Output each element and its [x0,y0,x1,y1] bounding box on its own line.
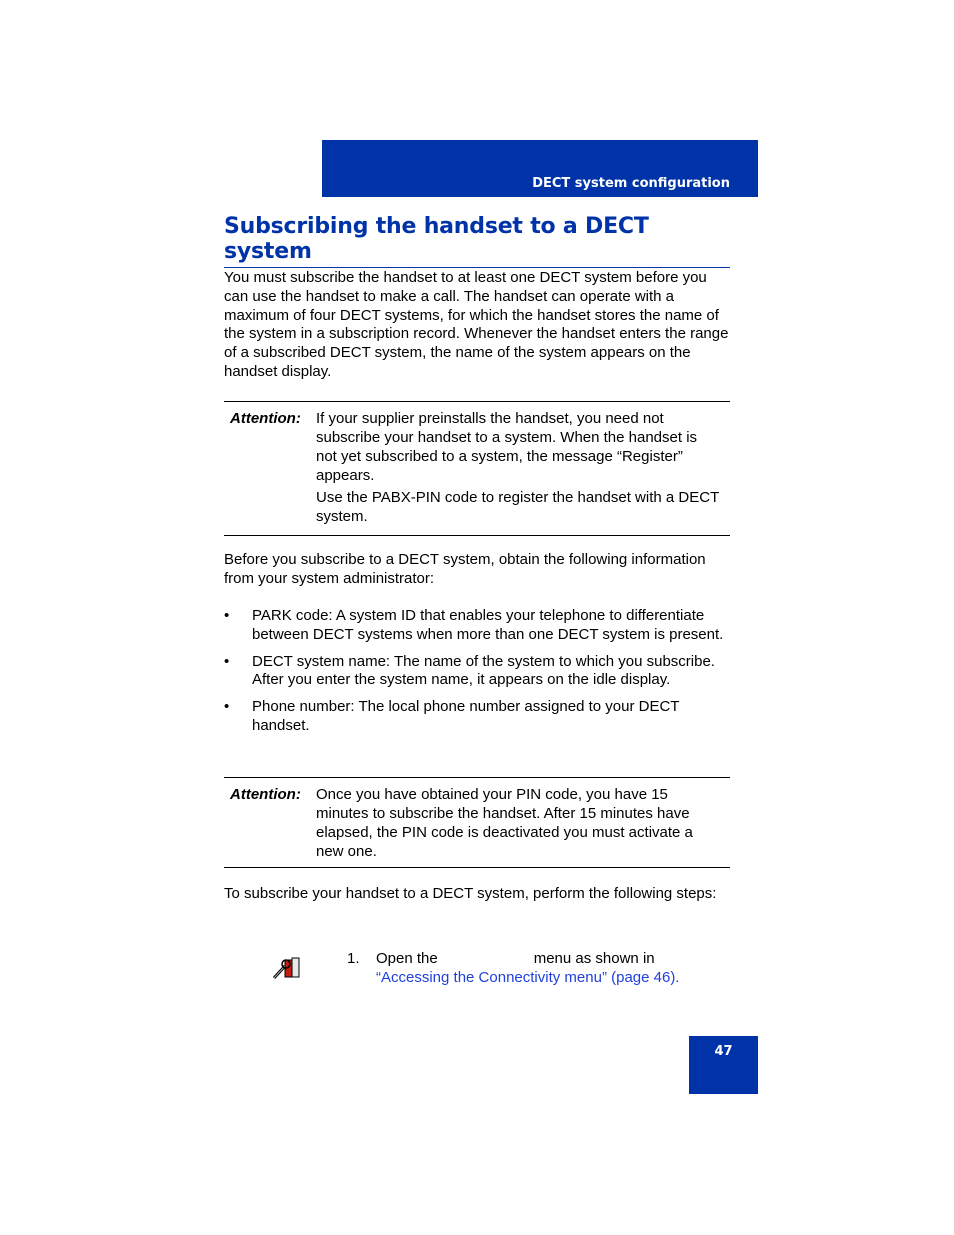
step-body [376,949,726,987]
attention-label: Attention: [230,410,301,427]
list-item-text: Phone number: The local phone number assigned to your DECT handset. [252,698,680,734]
attention-box-pin [224,777,730,868]
connectivity-menu-icon [272,954,300,980]
step-number: 1. [347,950,360,967]
attention-box-register [224,401,730,536]
attention-label: Attention: [230,786,301,803]
intro-paragraph: You must subscribe the handset to at least one DECT system before you can use the handset to make a call. The handset can operate with a maximum of four DECT systems, for which the handset stores the name of the system in a subscription record. Whenever the handset enters the range of a subscribed DECT system, the name of the system appears on the handset display. [224,269,729,380]
attention-paragraph: If your supplier preinstalls the handset, you need not subscribe your handset to a system. When the handset is not yet subscribed to a system, the message “Register” appears. [316,410,698,484]
step-text-after: menu as shown in [533,950,655,967]
bullet-icon: • [224,652,230,670]
connectivity-menu-link[interactable]: “Accessing the Connectivity menu” (page 46). [376,969,680,986]
attention-paragraph: Use the PABX-PIN code to register the handset with a DECT system. [316,489,719,525]
list-item [224,607,730,645]
section-title: DECT system configuration [532,176,730,191]
page-title: Subscribing the handset to a DECT system [224,214,730,268]
page-number: 47 [714,1044,733,1059]
list-item-text: DECT system name: The name of the system to which you subscribe. After you enter the system name, it appears on the idle display. [252,652,715,689]
header-banner [322,140,758,197]
info-list [224,607,730,744]
page-number-box [689,1036,758,1094]
steps-intro: To subscribe your handset to a DECT system, perform the following steps: [224,885,717,902]
list-item-text: PARK code: A system ID that enables your telephone to differentiate between DECT systems when more than one DECT system is present. [252,607,724,643]
list-item [224,653,730,691]
attention-paragraph: Once you have obtained your PIN code, you have 15 minutes to subscribe the handset. After 15 minutes have elapsed, the PIN code is deactivated you must activate a new one. [316,786,693,860]
before-paragraph: Before you subscribe to a DECT system, obtain the following information from your system administrator: [224,551,706,587]
list-item [224,698,730,736]
attention-body [316,409,720,529]
bullet-icon: • [224,607,230,624]
attention-body [316,785,720,864]
bullet-icon: • [224,698,230,716]
step-text-before: Open the [376,950,438,967]
